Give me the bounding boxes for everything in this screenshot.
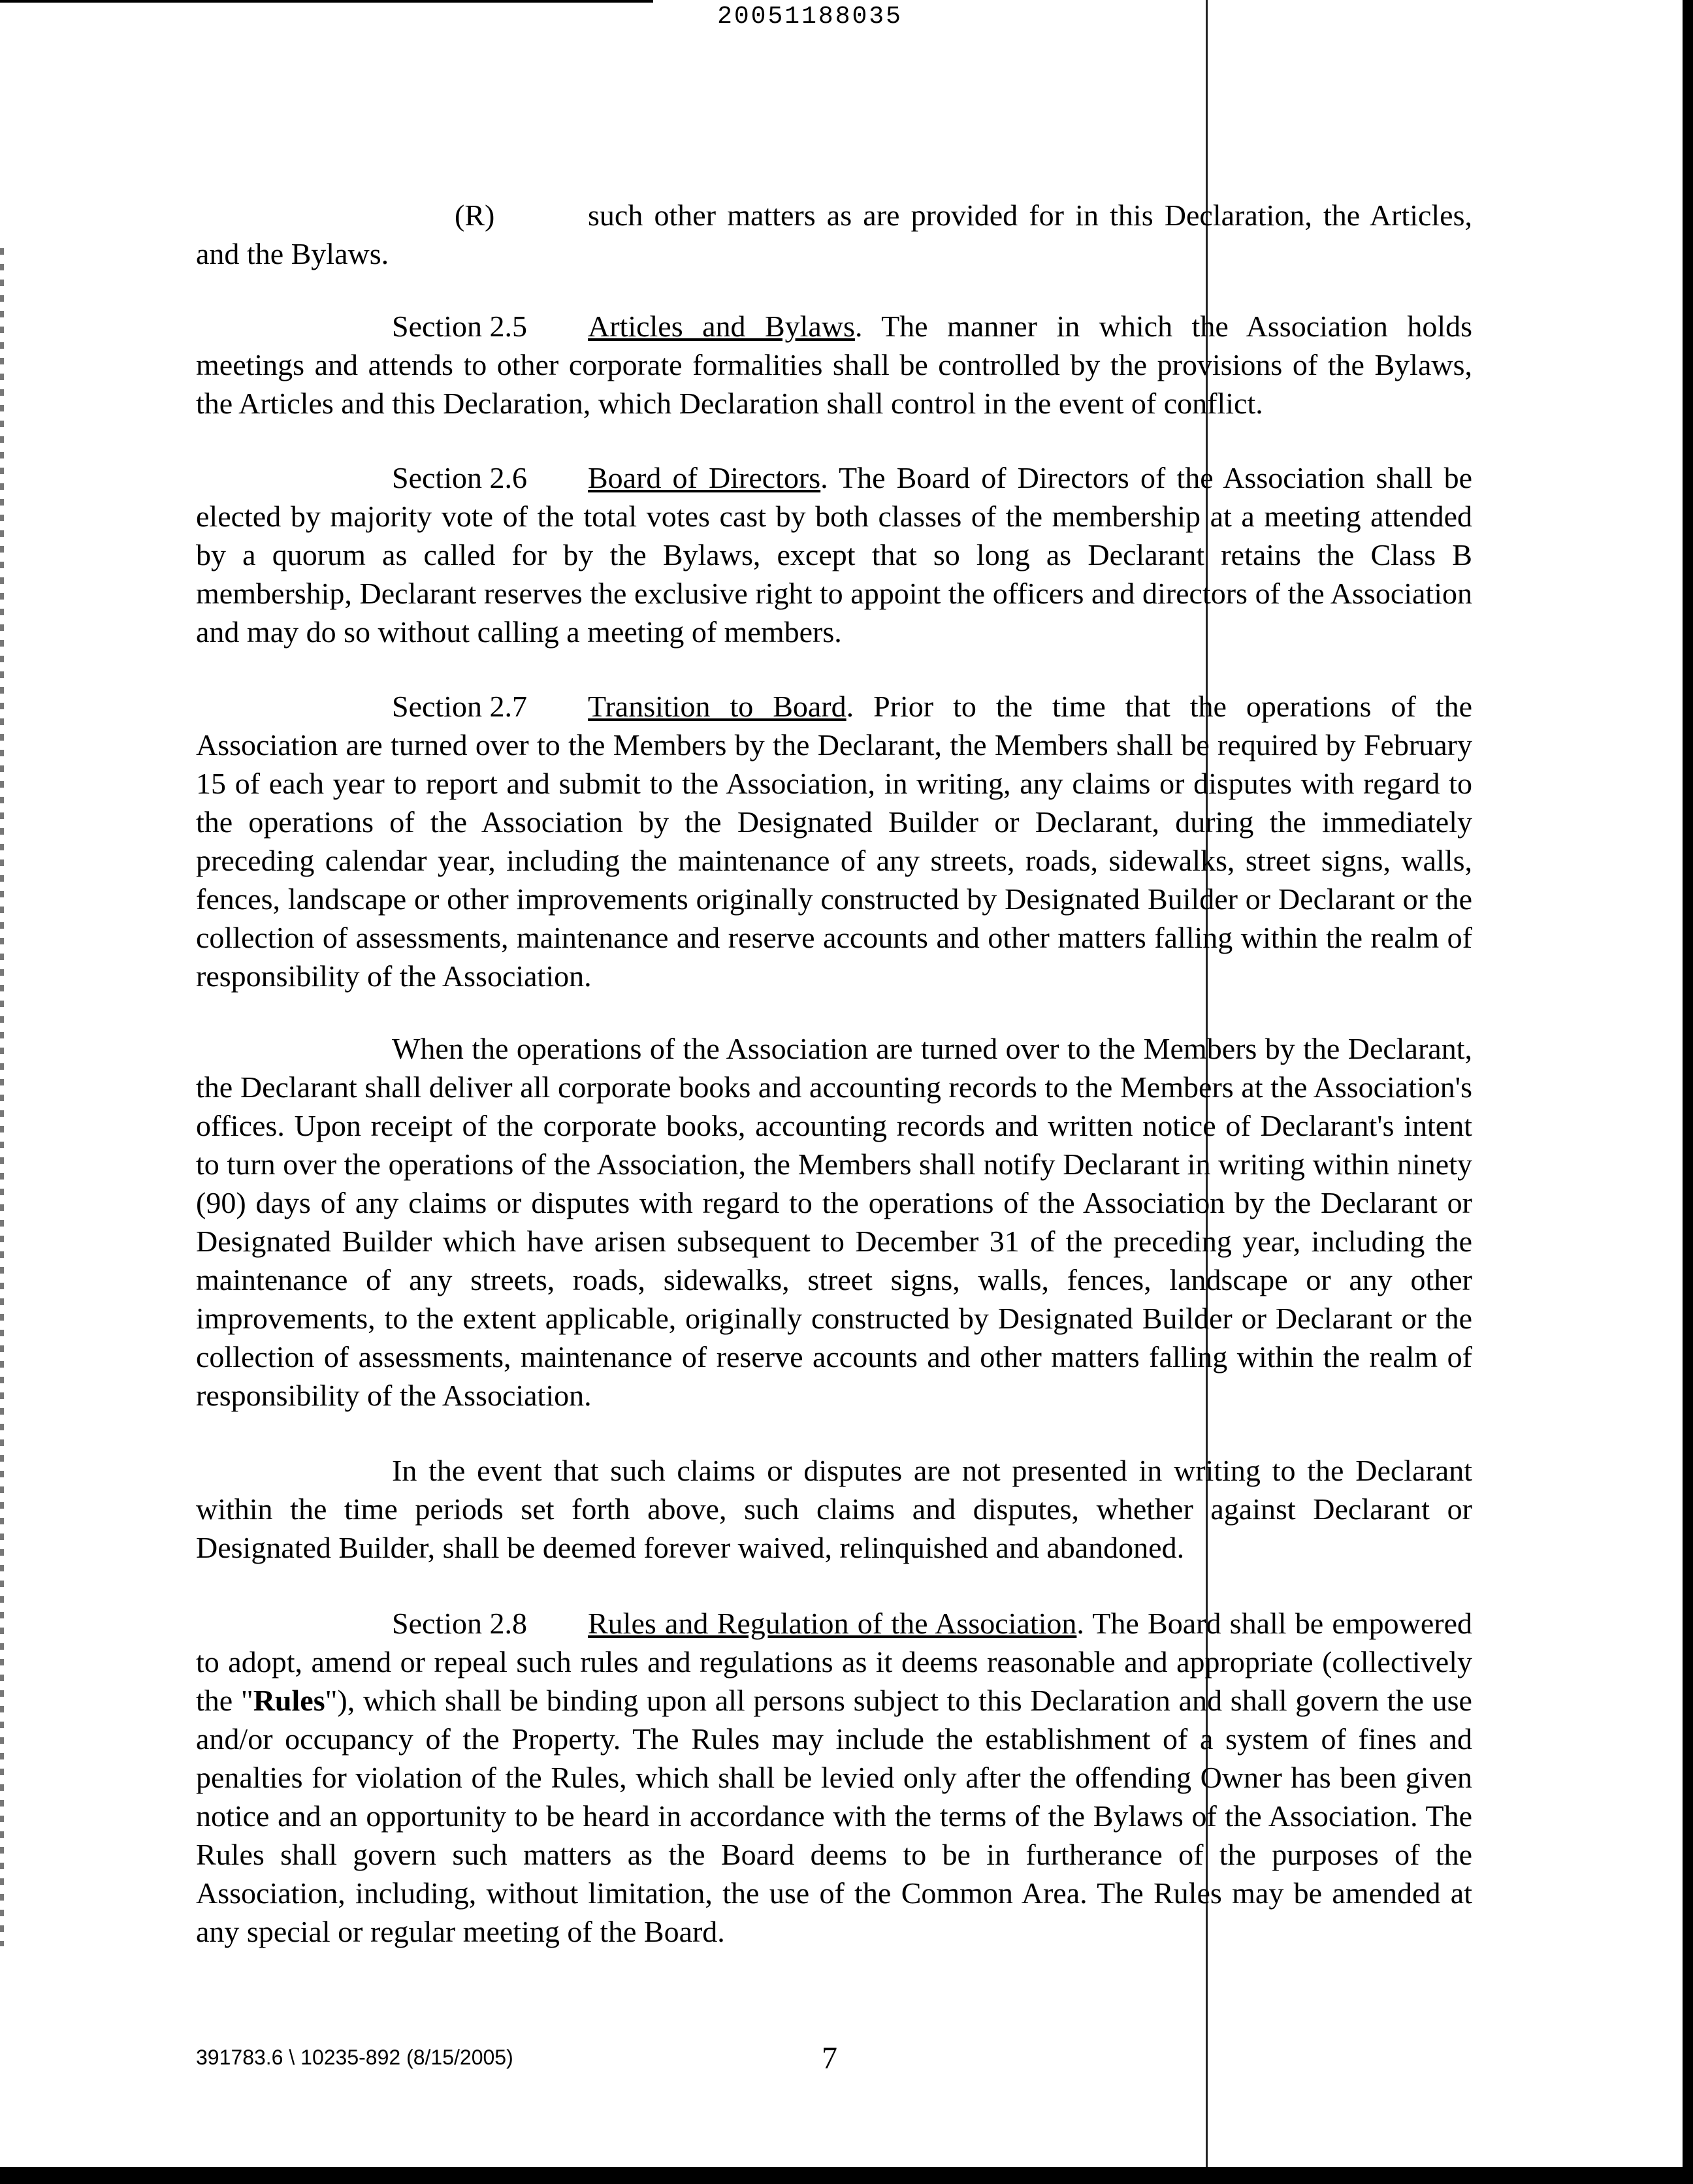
footer-document-reference: 391783.6 \ 10235-892 (8/15/2005) bbox=[196, 2046, 513, 2069]
section-2-7-number: Section 2.7 bbox=[392, 690, 527, 723]
section-2-7 bbox=[196, 687, 1472, 995]
section-2-8 bbox=[196, 1604, 1472, 1951]
item-r-label: (R) bbox=[455, 199, 495, 232]
section-2-8-heading: Rules and Regulation of the Association bbox=[588, 1607, 1077, 1640]
scan-top-edge bbox=[0, 0, 653, 3]
section-2-6-number: Section 2.6 bbox=[392, 461, 527, 494]
section-2-7-heading: Transition to Board bbox=[588, 690, 846, 723]
recording-number: 20051188035 bbox=[717, 3, 903, 31]
item-r-continuation: and the Bylaws. bbox=[196, 237, 389, 270]
paragraph-waiver-text: In the event that such claims or disputes are not presented in writing to the Declarant within the time periods set forth above, such claims and disputes, whether against Declarant or Designated Builder, shall be deemed forever waived, relinquished and abandoned. bbox=[196, 1454, 1472, 1564]
section-2-8-defined-term: Rules bbox=[253, 1684, 325, 1717]
paragraph-waiver bbox=[196, 1451, 1472, 1567]
section-2-8-number: Section 2.8 bbox=[392, 1607, 527, 1640]
section-2-7-body: . Prior to the time that the operations of the Association are turned over to the Members by the Declarant, the Members shall be required by February 15 of each year to report and submit to the Association, in writing, any claims or disputes with regard to the operations of the Association by the Designated Builder or Declarant, during the immediately preceding calendar year, including the maintenance of any streets, roads, sidewalks, street signs, walls, fences, landscape or other improvements originally constructed by Designated Builder or Declarant or the collection of assessments, maintenance and reserve accounts and other matters falling within the realm of responsibility of the Association. bbox=[196, 690, 1472, 993]
section-2-5-body: . The manner in which the Association holds meetings and attends to other corporate formalities shall be controlled by the provisions of the Bylaws, the Articles and this Declaration, which Declaration shall control in the event of conflict. bbox=[196, 310, 1473, 420]
paragraph-turnover bbox=[196, 1029, 1472, 1415]
section-2-6 bbox=[196, 458, 1472, 651]
section-2-5-heading: Articles and Bylaws bbox=[588, 310, 855, 343]
item-r-text: such other matters as are provided for in this Declaration, the Articles, bbox=[588, 199, 1472, 232]
item-r bbox=[196, 196, 1472, 274]
scan-left-margin-marks bbox=[0, 248, 4, 1946]
page-number: 7 bbox=[822, 2041, 837, 2076]
section-2-5-number: Section 2.5 bbox=[392, 310, 527, 343]
scan-bottom-edge bbox=[0, 2167, 1693, 2184]
section-2-8-body-a: . The Board shall be empowered to adopt, amend or repeal such rules and regulations as it deems reasonable and appropriate (collectively the " bbox=[196, 1607, 1473, 1717]
section-2-8-body-b: "), which shall be binding upon all persons subject to this Declaration and shall govern the use and/or occupancy of the Property. The Rules may include the establishment of a system of fines and penalties for violation of the Rules, which shall be levied only after the offending Owner has been given notice and an opportunity to be heard in accordance with the terms of the Bylaws of the Association. The Rules shall govern such matters as the Board deems to be in furtherance of the purposes of the Association, including, without limitation, the use of the Common Area. The Rules may be amended at any special or regular meeting of the Board. bbox=[196, 1684, 1472, 1948]
section-2-5 bbox=[196, 307, 1472, 423]
scan-right-edge bbox=[1683, 0, 1693, 2184]
paragraph-turnover-text: When the operations of the Association are turned over to the Members by the Declarant, the Declarant shall deliver all corporate books and accounting records to the Members at the Association's offices. Upon receipt of the corporate books, accounting records and written notice of Declarant's intent to turn over the operations of the Association, the Members shall notify Declarant in writing within ninety (90) days of any claims or disputes with regard to the operations of the Association by the Declarant or Designated Builder which have arisen subsequent to December 31 of the preceding year, including the maintenance of any streets, roads, sidewalks, street signs, walls, fences, landscape or any other improvements, to the extent applicable, originally constructed by Designated Builder or Declarant or the collection of assessments, maintenance of reserve accounts and other matters falling within the realm of responsibility of the Association. bbox=[196, 1032, 1472, 1412]
section-2-6-body: . The Board of Directors of the Association shall be elected by majority vote of the total votes cast by both classes of the membership at a meeting attended by a quorum as called for by the Bylaws, except that so long as Declarant retains the Class B membership, Declarant reserves the exclusive right to appoint the officers and directors of the Association and may do so without calling a meeting of members. bbox=[196, 461, 1472, 649]
section-2-6-heading: Board of Directors bbox=[588, 461, 821, 494]
